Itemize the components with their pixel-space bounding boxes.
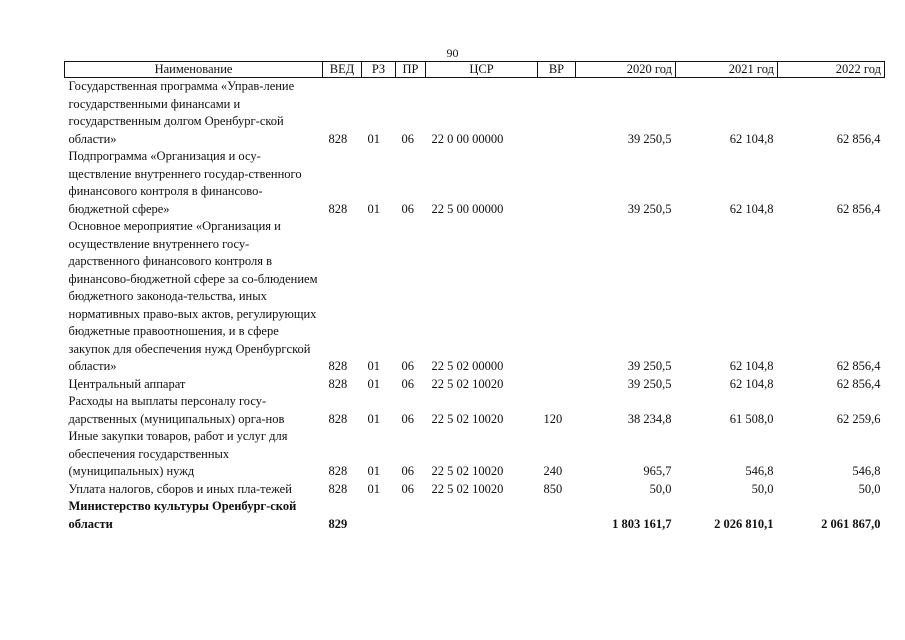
row-vr: 120 [543, 411, 563, 426]
table-row [65, 393, 885, 428]
row-csr: 22 5 00 00000 [431, 201, 504, 216]
table-row [65, 428, 885, 481]
row-2022: 62 259,6 [836, 411, 881, 426]
row-rz [362, 498, 396, 533]
row-2022: 62 856,4 [836, 131, 881, 146]
row-name: Расходы на выплаты персоналу госу-дарственных (муниципальных) орга-нов [68, 394, 285, 426]
row-pr: 06 [401, 359, 414, 373]
row-ved: 829 [328, 516, 348, 531]
row-vr [538, 78, 576, 149]
row-name: Министерство культуры Оренбург-ской области [68, 499, 297, 531]
row-name: Уплата налогов, сборов и иных пла-тежей [68, 481, 292, 496]
col-header-pr: ПР [396, 62, 426, 78]
table-row [65, 148, 885, 218]
row-2021: 61 508,0 [729, 411, 774, 426]
col-header-ved: ВЕД [323, 62, 362, 78]
col-header-vr: ВР [538, 62, 576, 78]
row-pr: 06 [401, 201, 414, 216]
row-name: Основное мероприятие «Организация и осуществление внутреннего госу-дарственного финансового контроля в финансово-бюджетной сфере за со-блюдением бюджетного законода-тельства, иных нормативных право-вых актов, регулирующих бюджетные правоотношения, и в сфере закупок для обеспечения нужд Оренбургской области» [68, 219, 318, 373]
row-ved: 828 [328, 411, 348, 426]
table-row [65, 376, 885, 394]
row-rz: 01 [367, 131, 380, 146]
row-vr [538, 148, 576, 218]
row-vr: 240 [543, 464, 563, 478]
col-header-csr: ЦСР [426, 62, 538, 78]
row-ved: 828 [328, 481, 348, 496]
budget-table [64, 61, 885, 533]
row-2020: 38 234,8 [627, 411, 672, 426]
row-2021: 546,8 [745, 464, 774, 478]
row-2020: 1 803 161,7 [612, 516, 672, 531]
row-rz: 01 [367, 376, 380, 391]
row-2021: 62 104,8 [729, 359, 774, 373]
row-rz: 01 [367, 481, 380, 496]
row-csr: 22 5 02 10020 [431, 411, 504, 426]
row-2021: 50,0 [751, 481, 774, 496]
row-pr: 06 [401, 376, 414, 391]
row-csr: 22 0 00 00000 [431, 131, 504, 146]
table-row [65, 481, 885, 499]
row-vr [538, 218, 576, 376]
row-name: Центральный аппарат [68, 376, 186, 391]
row-2022: 62 856,4 [836, 376, 881, 391]
row-rz: 01 [367, 464, 380, 478]
row-2022: 50,0 [858, 481, 881, 496]
row-2022: 2 061 867,0 [821, 516, 881, 531]
page-number: 90 [446, 46, 459, 60]
row-2021: 62 104,8 [729, 376, 774, 391]
row-pr: 06 [401, 131, 414, 146]
row-2020: 50,0 [649, 481, 672, 496]
row-csr: 22 5 02 00000 [431, 359, 504, 373]
row-name: Подпрограмма «Организация и осу-ществление внутреннего государ-ственного финансового контроля в финансово-бюджетной сфере» [68, 149, 302, 216]
col-header-2021: 2021 год [676, 62, 778, 78]
row-2021: 2 026 810,1 [714, 516, 774, 531]
row-vr: 850 [543, 481, 563, 496]
row-rz: 01 [367, 359, 380, 373]
row-name: Иные закупки товаров, работ и услуг для обеспечения государственных (муниципальных) нужд [68, 429, 288, 478]
row-pr: 06 [401, 464, 414, 478]
table-row [65, 78, 885, 149]
row-2020: 39 250,5 [627, 201, 672, 216]
col-header-2022: 2022 год [778, 62, 885, 78]
row-csr: 22 5 02 10020 [431, 376, 504, 391]
row-2022: 546,8 [852, 464, 881, 478]
row-2021: 62 104,8 [729, 201, 774, 216]
row-2020: 39 250,5 [627, 376, 672, 391]
row-2020: 39 250,5 [627, 359, 672, 373]
row-pr: 06 [401, 481, 414, 496]
row-2022: 62 856,4 [836, 359, 881, 373]
row-2022: 62 856,4 [836, 201, 881, 216]
table-row-total [65, 498, 885, 533]
col-header-name: Наименование [65, 62, 323, 78]
row-2020: 39 250,5 [627, 131, 672, 146]
row-csr: 22 5 02 10020 [431, 481, 504, 496]
row-ved: 828 [328, 131, 348, 146]
row-ved: 828 [328, 376, 348, 391]
col-header-2020: 2020 год [576, 62, 676, 78]
row-ved: 828 [328, 201, 348, 216]
row-pr: 06 [401, 411, 414, 426]
row-pr [396, 498, 426, 533]
row-csr [426, 498, 538, 533]
row-2020: 965,7 [643, 464, 672, 478]
row-csr: 22 5 02 10020 [431, 464, 504, 478]
table-row [65, 218, 885, 376]
row-rz: 01 [367, 411, 380, 426]
table-header-row [65, 62, 885, 78]
row-rz: 01 [367, 201, 380, 216]
row-ved: 828 [328, 359, 348, 373]
row-vr [538, 498, 576, 533]
col-header-rz: РЗ [362, 62, 396, 78]
row-vr [538, 376, 576, 394]
row-ved: 828 [328, 464, 348, 478]
row-2021: 62 104,8 [729, 131, 774, 146]
row-name: Государственная программа «Управ-ление государственными финансами и государственным долгом Оренбург-ской области» [68, 79, 295, 146]
